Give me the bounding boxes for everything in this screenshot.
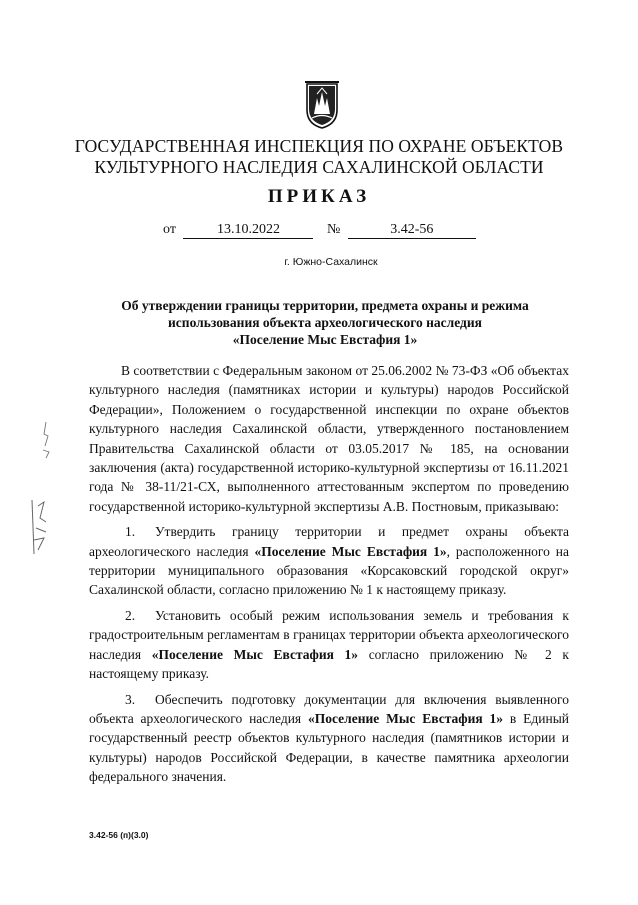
number-prefix: № (327, 222, 341, 237)
order-heading (95, 297, 555, 348)
document-type: ПРИКАЗ (267, 186, 371, 207)
order-item (89, 690, 569, 787)
item-number: 1. (125, 524, 136, 540)
item-number: 3. (125, 691, 136, 707)
intro-paragraph: В соответствии с Федеральным законом от 25.06.2002 № 73-ФЗ «Об объектах культурного наследия (памятниках истории и культуры) народов Российской Федерации», Положением о государственной инспекции по охране объектов культурного наследия Сахалинской области, утвержденного постановлением Правительства Сахалинской области от 03.05.2017 № 185, на основании заключения (акта) государственной историко-культурной экспертизы от 16.11.2021 года № 38-11/21-СХ, выполненного аттестованным экспертом по проведению государственной историко-культурной экспертизы А.В. Постновым, приказываю: (89, 363, 569, 514)
item-object-name: «Поселение Мыс Евстафия 1» (254, 543, 447, 559)
number-value: 3.42-56 (348, 222, 476, 239)
organization-line-1: ГОСУДАРСТВЕННАЯ ИНСПЕКЦИЯ ПО ОХРАНЕ ОБЪЕКТОВ (74, 136, 564, 156)
date-value: 13.10.2022 (183, 222, 313, 239)
order-date (163, 222, 313, 239)
heading-line-2: использования объекта археологического наследия (168, 315, 482, 330)
heading-line-3: «Поселение Мыс Евстафия 1» (232, 332, 418, 347)
item-text: Утвердить границу территории и предмет охраны объекта археологического наследия (89, 524, 569, 559)
coat-of-arms-icon (305, 80, 339, 130)
margin-scribble-mark (40, 420, 52, 460)
item-number: 2. (125, 607, 136, 623)
item-text-end: , расположенного на территории муниципального образования «Корсаковский городской округ» Сахалинской области, согласно приложению № 1 к настоящему приказу. (89, 543, 569, 598)
margin-handwritten-mark (28, 498, 50, 558)
document-code: 3.42-56 (п)(3.0) (89, 830, 149, 840)
heading-line-1: Об утверждении границы территории, предмета охраны и режима (121, 298, 529, 313)
order-number (327, 222, 476, 239)
item-object-name: «Поселение Мыс Евстафия 1» (308, 710, 504, 726)
order-item (89, 522, 569, 600)
item-text-end: согласно приложению № 2 к настоящему приказу. (89, 646, 569, 682)
order-item (89, 606, 569, 684)
organization-name (60, 136, 578, 178)
date-prefix: от (163, 222, 176, 237)
order-body (89, 361, 569, 787)
item-object-name: «Поселение Мыс Евстафия 1» (151, 646, 359, 662)
organization-line-2: КУЛЬТУРНОГО НАСЛЕДИЯ САХАЛИНСКОЙ ОБЛАСТИ (94, 157, 544, 177)
item-text: Обеспечить подготовку документации для включения выявленного объекта археологического наследия (89, 691, 569, 726)
item-text-end: в Единый государственный реестр объектов культурного наследия (памятников истории и культуры) народов Российской Федерации, в качестве памятника археологии федерального значения. (89, 710, 569, 785)
item-text: Установить особый режим использования земель и требования к градостроительным регламентам в границах территории объекта археологического наследия (89, 607, 569, 662)
city: г. Южно-Сахалинск (284, 256, 378, 268)
